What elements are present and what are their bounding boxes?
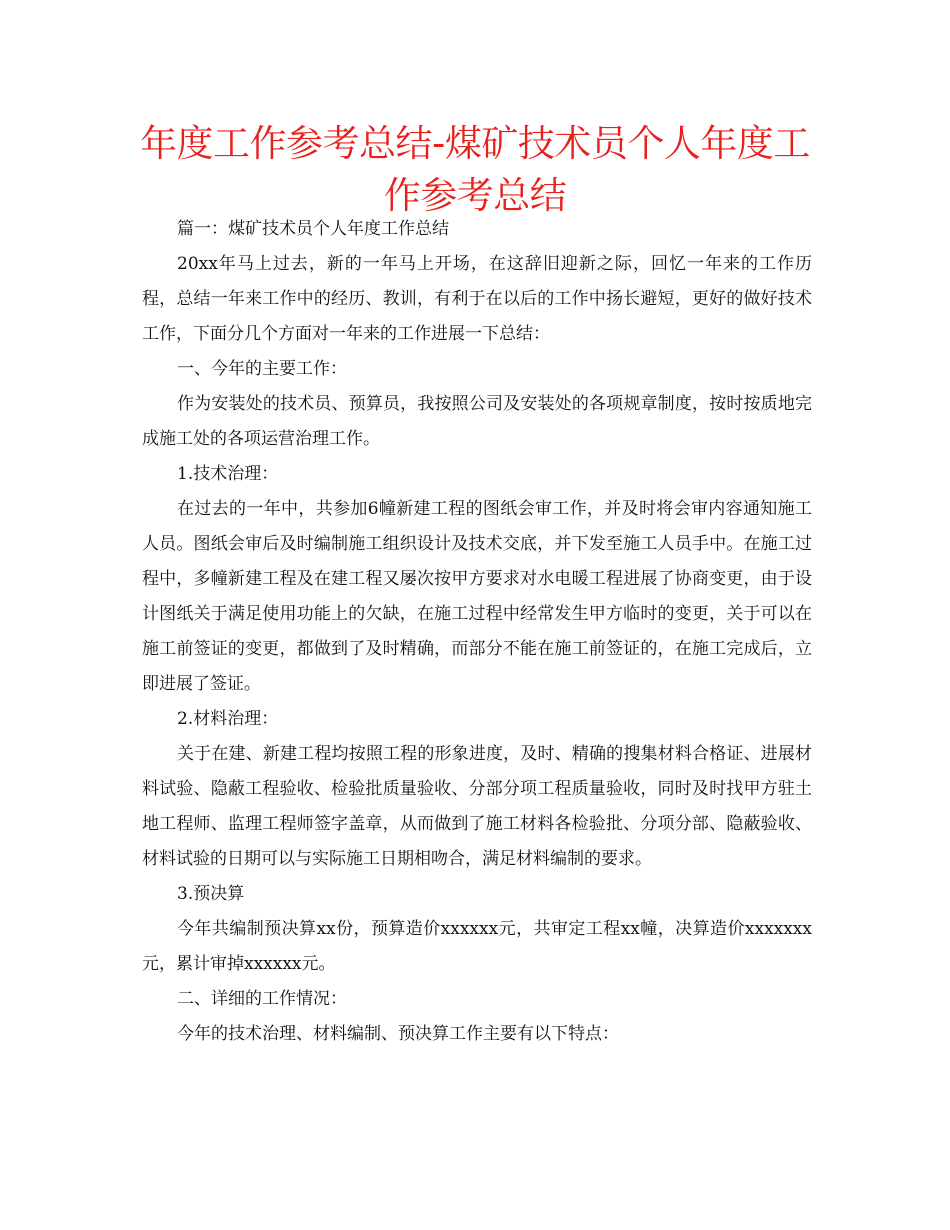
paragraph-main-work-heading: 一、今年的主要工作：: [177, 359, 347, 379]
paragraph-details-body: 今年的技术治理、材料编制、预决算工作主要有以下特点：: [177, 1024, 619, 1044]
paragraph-section-heading: 篇一：煤矿技术员个人年度工作总结: [177, 219, 449, 239]
paragraph-material-heading: 2.材料治理：: [177, 709, 279, 729]
paragraph-tech-body: 在过去的一年中，共参加6幢新建工程的图纸会审工作，并及时将会审内容通知施工人员。图纸会审后及时编制施工组织设计及技术交底，并下发至施工人员手中。在施工过程中，多幢新建工程及在建工程又屡次按甲方要求对水电暖工程进展了协商变更，由于设计图纸关于满足使用功能上的欠缺，在施工过程中经常发生甲方临时的变更，关于可以在施工前签证的变更，都做到了及时精确，而部分不能在施工前签证的，在施工完成后，立即进展了签证。: [142, 499, 812, 694]
document-body: [142, 212, 812, 1052]
paragraph-budget-body: 今年共编制预决算xx份，预算造价xxxxxx元，共审定工程xx幢，决算造价xxxxxxx元，累计审掉xxxxxx元。: [142, 919, 812, 974]
paragraph-tech-heading: 1.技术治理：: [177, 464, 279, 484]
paragraph-intro: 20xx年马上过去，新的一年马上开场，在这辞旧迎新之际，回忆一年来的工作历程，总结一年来工作中的经历、教训，有利于在以后的工作中扬长避短，更好的做好技术工作，下面分几个方面对一年来的工作进展一下总结：: [142, 254, 812, 344]
paragraph-role: 作为安装处的技术员、预算员，我按照公司及安装处的各项规章制度，按时按质地完成施工处的各项运营治理工作。: [142, 394, 812, 449]
paragraph-material-body: 关于在建、新建工程均按照工程的形象进度，及时、精确的搜集材料合格证、进展材料试验、隐蔽工程验收、检验批质量验收、分部分项工程质量验收，同时及时找甲方驻土地工程师、监理工程师签字盖章，从而做到了施工材料各检验批、分项分部、隐蔽验收、材料试验的日期可以与实际施工日期相吻合，满足材料编制的要求。: [142, 744, 812, 869]
paragraph-details-heading: 二、详细的工作情况：: [177, 989, 347, 1009]
paragraph-budget-heading: 3.预决算: [177, 884, 245, 904]
document-title: 年度工作参考总结-煤矿技术员个人年度工作参考总结: [140, 122, 810, 217]
